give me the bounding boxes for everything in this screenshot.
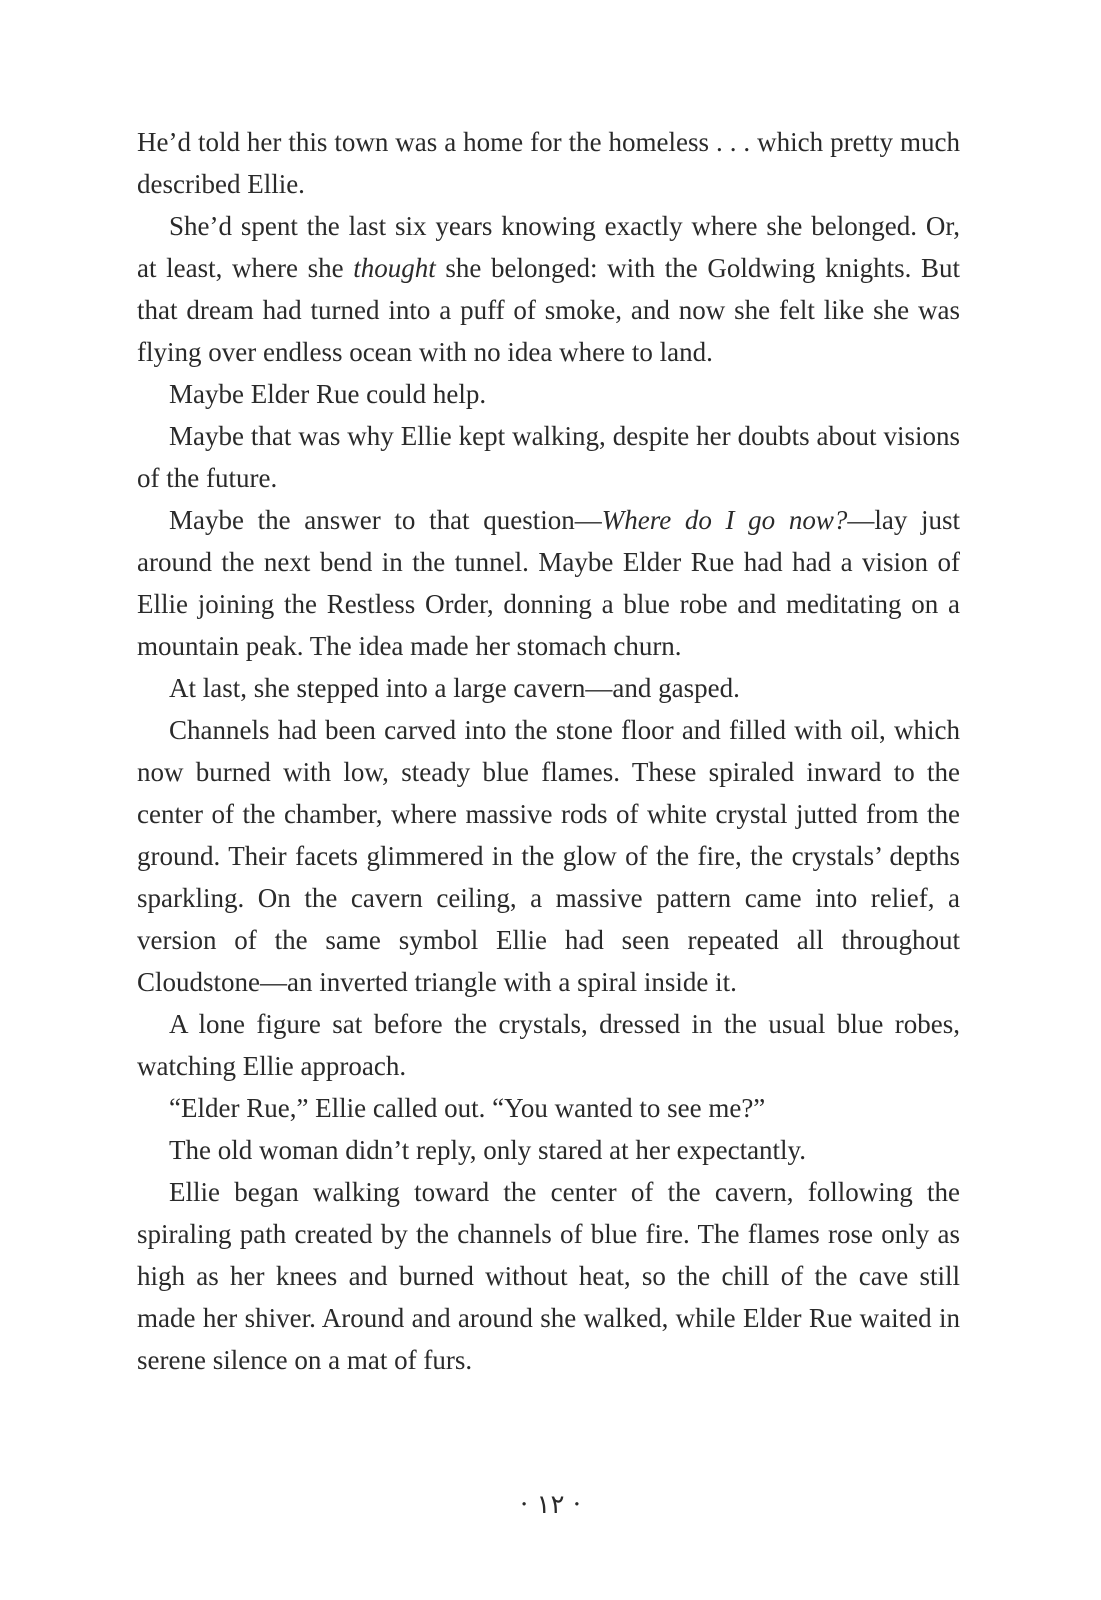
text-run: “Elder Rue,” Ellie called out. “You wanted to see me?” bbox=[169, 1093, 766, 1123]
text-run: Maybe the answer to that question— bbox=[169, 505, 602, 535]
text-run: At last, she stepped into a large cavern—and gasped. bbox=[169, 673, 740, 703]
page-number: · ١٢ · bbox=[520, 1490, 581, 1520]
paragraph bbox=[137, 205, 960, 373]
paragraph bbox=[137, 121, 960, 205]
text-run: Maybe Elder Rue could help. bbox=[169, 379, 487, 409]
text-run: Ellie began walking toward the center of the cavern, following the spiraling path created by the channels of blue fire. The flames rose only as high as her knees and burned without heat, so the chill of the cave still made her shiver. Around and around she walked, while Elder Rue waited in serene silence on a mat of furs. bbox=[137, 1177, 960, 1375]
paragraph bbox=[137, 1087, 960, 1129]
italic-text: thought bbox=[353, 253, 436, 283]
text-run: —lay just around the next bend in the tunnel. Maybe Elder Rue had had a vision of Ellie joining the Restless Order, donning a blue robe and meditating on a mountain peak. The idea made her stomach churn. bbox=[137, 505, 960, 661]
paragraph bbox=[137, 1003, 960, 1087]
text-run: The old woman didn’t reply, only stared at her expectantly. bbox=[169, 1135, 807, 1165]
paragraph bbox=[137, 415, 960, 499]
text-run: She’d spent the last six years knowing exactly where she belonged. Or, at least, where she bbox=[137, 211, 960, 283]
paragraph bbox=[137, 1171, 960, 1381]
paragraph bbox=[137, 373, 960, 415]
text-run: A lone figure sat before the crystals, dressed in the usual blue robes, watching Ellie approach. bbox=[137, 1009, 960, 1081]
text-run: He’d told her this town was a home for the homeless . . . which pretty much described Ellie. bbox=[137, 127, 960, 199]
text-run: she belonged: with the Goldwing knights. But that dream had turned into a puff of smoke, and now she felt like she was flying over endless ocean with no idea where to land. bbox=[137, 253, 960, 367]
italic-text: Where do I go now? bbox=[601, 505, 848, 535]
paragraph bbox=[137, 499, 960, 667]
text-run: Maybe that was why Ellie kept walking, despite her doubts about visions of the future. bbox=[137, 421, 960, 493]
paragraph bbox=[137, 667, 960, 709]
text-run: Channels had been carved into the stone floor and filled with oil, which now burned with low, steady blue flames. These spiraled inward to the center of the chamber, where massive rods of white crystal jutted from the ground. Their facets glimmered in the glow of the fire, the crystals’ depths sparkling. On the cavern ceiling, a massive pattern came into relief, a version of the same symbol Ellie had seen repeated all throughout Cloudstone—an inverted triangle with a spiral inside it. bbox=[137, 715, 960, 997]
paragraph bbox=[137, 1129, 960, 1171]
body-text bbox=[137, 121, 960, 1381]
paragraph bbox=[137, 709, 960, 1003]
